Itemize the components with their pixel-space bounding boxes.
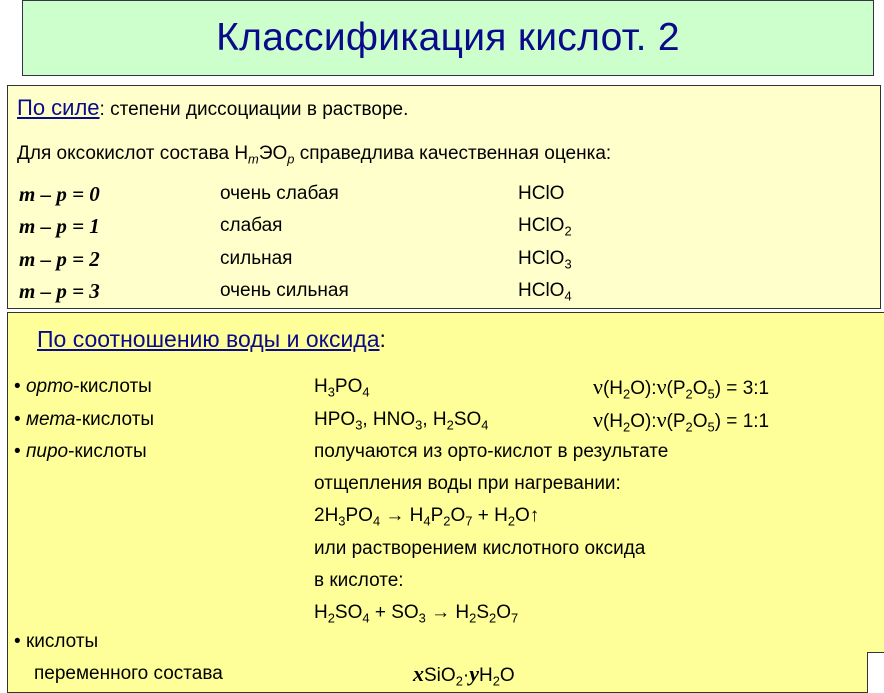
condition-row-3: m – p = 3 — [19, 279, 100, 303]
ratio-heading: По соотношению воды и оксида — [37, 326, 380, 352]
pyro-description-line-3: или растворением кислотного оксида — [314, 538, 646, 559]
acid-formula-row-0: HClO — [518, 183, 565, 204]
strength-description: : степени диссоциации в растворе. — [99, 99, 409, 120]
acid-formula-row-3: HClO$_4$ — [518, 280, 572, 304]
strength-label-row-2: сильная — [220, 248, 293, 269]
pyro-description-line-1: получаются из орто-кислот в результате — [314, 441, 669, 462]
pyro-reaction-1: $2H_3PO_4 \to H_4P_2O_7$ + $H_2O↑$ — [314, 505, 540, 529]
ratio-section — [7, 312, 884, 693]
condition-row-1: m – p = 1 — [19, 214, 100, 238]
condition-row-0: m – p = 0 — [19, 182, 100, 206]
pyro-description-line-2: отщепления воды при нагревании: — [314, 473, 621, 494]
page-title: Классификация кислот. 2 — [216, 16, 680, 59]
acid-formula-row-1: HClO$_2$ — [518, 215, 572, 239]
variable-formula: $xSiO_2\cdot yH_2O$ — [413, 661, 515, 689]
corner-box — [867, 652, 884, 693]
condition-row-2: m – p = 2 — [19, 247, 100, 271]
strength-label-row-3: очень сильная — [220, 280, 349, 301]
variable-acids-label: • кислоты — [14, 631, 99, 652]
ortho-acids-label: • орто-кислоты — [14, 376, 152, 397]
strength-label-row-0: очень слабая — [220, 183, 339, 204]
ortho-formula: $H_3PO_4$ — [314, 376, 370, 400]
title-banner — [22, 0, 874, 76]
meta-acids-label: • мета-кислоты — [14, 409, 155, 430]
pyro-acids-label: • пиро-кислоты — [14, 441, 147, 462]
strength-heading: По силе — [17, 95, 100, 120]
strength-heading-line — [17, 95, 408, 121]
pyro-reaction-2: $H_2SO_4 + SO_3 \to H_2S_2O_7$ — [314, 602, 519, 626]
meta-formulas: $HPO_3$, $HNO_3$, $H_2SO_4$ — [314, 409, 489, 433]
ratio-heading-line: По соотношению воды и оксида: — [37, 326, 386, 352]
strength-intro: Для оксокислот состава $H_mЭО_p$ справедлива качественная оценка: — [17, 143, 612, 167]
variable-composition-text: переменного состава — [34, 663, 223, 684]
strength-section — [7, 85, 881, 309]
strength-label-row-1: слабая — [220, 215, 283, 236]
pyro-description-line-4: в кислоте: — [314, 570, 404, 591]
acid-formula-row-2: HClO$_3$ — [518, 248, 572, 272]
ortho-ratio: $\nu(H_2O):\nu(P_2O_5)$ = 3:1 — [593, 374, 770, 402]
meta-ratio: $\nu(H_2O):\nu(P_2O_5)$ = 1:1 — [593, 407, 770, 435]
